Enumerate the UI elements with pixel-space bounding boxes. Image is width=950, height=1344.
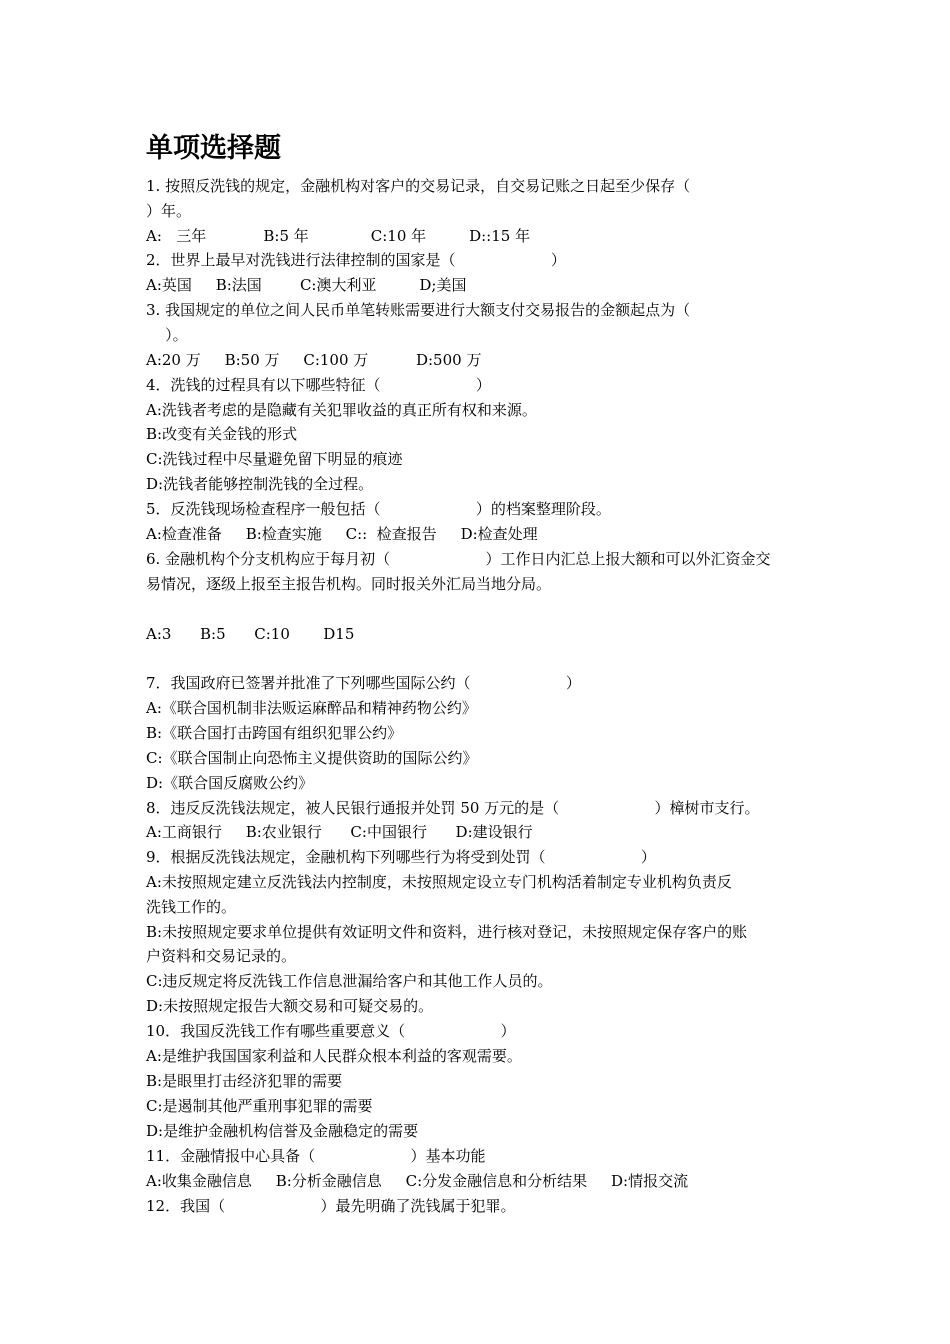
text-line: 10．我国反洗钱工作有哪些重要意义（ ） bbox=[146, 1022, 516, 1040]
text-line: A:检查准备 B:检查实施 C:: 检查报告 D:检查处理 bbox=[146, 525, 538, 543]
text-line: 12．我国（ ）最先明确了洗钱属于犯罪。 bbox=[146, 1197, 516, 1215]
text-line: C:是遏制其他严重刑事犯罪的需要 bbox=[146, 1097, 373, 1115]
text-line: B:未按照规定要求单位提供有效证明文件和资料，进行核对登记，未按照规定保存客户的账 bbox=[146, 923, 748, 941]
text-line: D:是维护金融机构信誉及金融稳定的需要 bbox=[146, 1122, 419, 1140]
text-line: B:是眼里打击经济犯罪的需要 bbox=[146, 1072, 343, 1090]
text-line: B:改变有关金钱的形式 bbox=[146, 425, 298, 443]
text-line: A:洗钱者考虑的是隐藏有关犯罪收益的真正所有权和来源。 bbox=[146, 401, 537, 419]
text-line: C:《联合国制止向恐怖主义提供资助的国际公约》 bbox=[146, 749, 478, 767]
text-line: 4．洗钱的过程具有以下哪些特征（ ） bbox=[146, 376, 491, 394]
text-line: ）年。 bbox=[146, 202, 192, 220]
text-line: A:20 万 B:50 万 C:100 万 D:500 万 bbox=[146, 351, 482, 369]
text-line: A:3 B:5 C:10 D15 bbox=[146, 625, 355, 643]
text-line: 5．反洗钱现场检查程序一般包括（ ）的档案整理阶段。 bbox=[146, 500, 611, 518]
text-line: D:洗钱者能够控制洗钱的全过程。 bbox=[146, 475, 374, 493]
text-line: 7．我国政府已签署并批准了下列哪些国际公约（ ） bbox=[146, 674, 581, 692]
text-line: A:工商银行 B:农业银行 C:中国银行 D:建设银行 bbox=[146, 823, 533, 841]
text-line: 洗钱工作的。 bbox=[146, 898, 237, 916]
text-line: C:洗钱过程中尽量避免留下明显的痕迹 bbox=[146, 450, 403, 468]
text-line: 9．根据反洗钱法规定，金融机构下列哪些行为将受到处罚（ ） bbox=[146, 848, 656, 866]
text-line: A: 三年 B:5 年 C:10 年 D::15 年 bbox=[146, 227, 531, 245]
text-line: 3. 我国规定的单位之间人民币单笔转账需要进行大额支付交易报告的金额起点为（ bbox=[146, 301, 691, 319]
text-line: 2．世界上最早对洗钱进行法律控制的国家是（ ） bbox=[146, 251, 566, 269]
text-line: A:是维护我国国家利益和人民群众根本利益的客观需要。 bbox=[146, 1047, 522, 1065]
text-line: 易情况，逐级上报至主报告机构。同时报关外汇局当地分局。 bbox=[146, 575, 552, 593]
page-title: 单项选择题 bbox=[146, 133, 281, 164]
text-line: C:违反规定将反洗钱工作信息泄漏给客户和其他工作人员的。 bbox=[146, 972, 553, 990]
text-line: A:《联合国机制非法贩运麻醉品和精神药物公约》 bbox=[146, 699, 477, 717]
text-line: A:未按照规定建立反洗钱法内控制度，未按照规定设立专门机构活着制定专业机构负责反 bbox=[146, 873, 732, 891]
text-line: 6. 金融机构个分支机构应于每月初（ ）工作日内汇总上报大额和可以外汇资金交 bbox=[146, 550, 771, 568]
text-line: D:未按照规定报告大额交易和可疑交易的。 bbox=[146, 997, 434, 1015]
text-line: 户资料和交易记录的。 bbox=[146, 947, 297, 965]
text-line: A:英国 B:法国 C:澳大利亚 D;美国 bbox=[146, 276, 467, 294]
text-line: B:《联合国打击跨国有组织犯罪公约》 bbox=[146, 724, 403, 742]
text-line: 8．违反反洗钱法规定，被人民银行通报并处罚 50 万元的是（ ）樟树市支行。 bbox=[146, 799, 760, 817]
text-line: ）。 bbox=[146, 326, 188, 344]
text-line: 11．金融情报中心具备（ ）基本功能 bbox=[146, 1147, 486, 1165]
text-line: 1. 按照反洗钱的规定，金融机构对客户的交易记录，自交易记账之日起至少保存（ bbox=[146, 177, 691, 195]
text-line: D:《联合国反腐败公约》 bbox=[146, 774, 314, 792]
text-line: A:收集金融信息 B:分析金融信息 C:分发金融信息和分析结果 D:情报交流 bbox=[146, 1172, 689, 1190]
